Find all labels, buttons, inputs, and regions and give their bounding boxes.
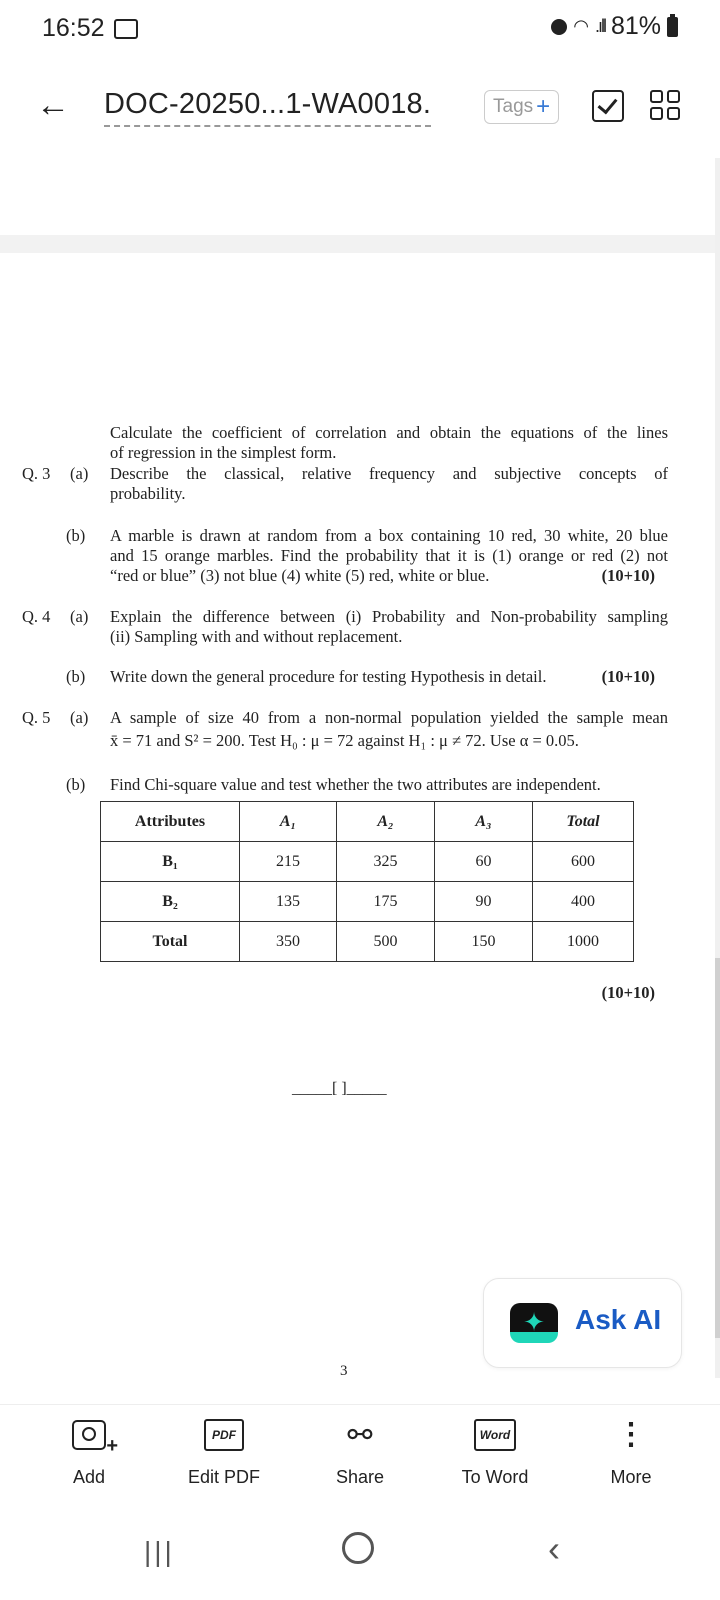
edit-pdf-label: Edit PDF [187,1467,261,1487]
table-cell: 1000 [533,922,634,962]
q5b-label: (b) [66,775,86,794]
q3-label: Q. 3 [22,464,51,483]
q5a-line-1: A sample of size 40 from a non-normal population yielded the sample mean [110,708,668,727]
more-label: More [610,1467,652,1487]
document-page [0,253,715,1378]
q4b-line: Write down the general procedure for testing Hypothesis in detail. [110,667,547,686]
bottom-toolbar [0,1404,720,1501]
header-separator [0,235,720,253]
ask-ai-label: Ask AI [575,1304,662,1335]
share-label: Share [335,1467,385,1487]
share-icon: ⚯ [347,1418,373,1452]
table-cell: B₁ [101,842,240,882]
intro-line-1: Calculate the coefficient of correlation and obtain the equations of the lines [110,423,668,442]
table-cell: 215 [240,842,337,882]
table-cell: 150 [435,922,533,962]
q4a-label: (a) [70,607,89,626]
q5b-line: Find Chi-square value and test whether the two attributes are independent. [110,775,601,794]
q4a-line-1: Explain the difference between (i) Probability and Non-probability sampling [110,607,668,626]
edit-pdf-button[interactable] [159,1415,289,1488]
add-label: Add [72,1467,106,1487]
q3b-line-3: “red or blue” (3) not blue (4) white (5) red, white or blue. [110,566,490,585]
sparkle-icon: ✦ [510,1303,558,1343]
q3b-line-2: and 15 orange marbles. Find the probability that it is (1) orange or red (2) not [110,546,668,565]
table-cell: Total [101,922,240,962]
table-header-cell: A₁ [240,802,337,842]
end-mark: _____[ ]_____ [292,1080,387,1097]
status-time: 16:52 [42,14,105,42]
gallery-notification-icon [114,19,138,39]
tags-button[interactable] [484,90,559,124]
table-cell: 500 [337,922,435,962]
table-cell: 90 [435,882,533,922]
status-icons [551,12,678,41]
share-button[interactable] [295,1415,425,1488]
tags-label: Tags [493,96,534,117]
add-button[interactable] [24,1415,154,1488]
status-bar [0,0,720,56]
table-cell: 600 [533,842,634,882]
table-cell: 135 [240,882,337,922]
word-icon: Word [474,1419,516,1451]
table-row [101,842,634,882]
grid-view-icon[interactable] [650,90,680,120]
select-checkbox-icon[interactable] [592,90,624,122]
table-header-cell: A₂ [337,802,435,842]
table-cell: 400 [533,882,634,922]
table-row [101,922,634,962]
table-header-cell: Attributes [101,802,240,842]
to-word-label: To Word [461,1467,529,1487]
back-arrow-icon[interactable]: ← [36,86,70,124]
ask-ai-button[interactable] [483,1278,682,1368]
q4-marks: (10+10) [601,667,655,686]
q5-label: Q. 5 [22,708,51,727]
table-cell: 175 [337,882,435,922]
recent-apps-icon[interactable]: ||| [144,1536,175,1567]
table-header-cell: Total [533,802,634,842]
wifi-icon: ◠ [573,16,589,36]
to-word-button[interactable] [430,1415,560,1488]
signal-icon: .ıll [594,16,605,36]
plus-icon: + [536,93,551,120]
home-icon[interactable] [342,1532,374,1564]
more-button[interactable] [566,1415,696,1488]
alarm-icon [551,19,567,35]
q3a-line-1: Describe the classical, relative frequency and subjective concepts of [110,464,668,483]
pdf-icon: PDF [204,1419,244,1451]
table-cell: 350 [240,922,337,962]
table-cell: 60 [435,842,533,882]
q3-marks: (10+10) [601,566,655,585]
battery-icon [667,17,678,37]
q3b-line-1: A marble is drawn at random from a box containing 10 red, 30 white, 20 blue [110,526,668,545]
q4-label: Q. 4 [22,607,51,626]
chi-square-table [100,801,634,962]
q5a-line-2: x̄ = 71 and S² = 200. Test H₀ : μ = 72 against H₁ : μ ≠ 72. Use α = 0.05. [110,731,579,750]
q3b-label: (b) [66,526,86,545]
table-cell: 325 [337,842,435,882]
q5a-label: (a) [70,708,89,727]
scrollbar-thumb[interactable] [715,958,720,1338]
q5-marks: (10+10) [601,983,655,1002]
more-icon: ⋮ [616,1418,646,1451]
table-row [101,882,634,922]
q3a-line-2: probability. [110,484,186,503]
system-navigation-bar [0,1500,720,1600]
q4b-label: (b) [66,667,86,686]
table-header-row [101,802,634,842]
battery-percent: 81% [610,12,661,40]
table-header-cell: A₃ [435,802,533,842]
intro-line-2: of regression in the simplest form. [110,443,337,462]
back-chevron-icon[interactable]: ‹ [548,1528,560,1569]
q4a-line-2: (ii) Sampling with and without replacement. [110,627,403,646]
add-image-icon [72,1420,106,1450]
table-cell: B₂ [101,882,240,922]
app-header [0,70,720,150]
q3a-label: (a) [70,464,89,483]
page-number: 3 [340,1363,348,1379]
document-title[interactable]: DOC-20250...1-WA0018. [104,88,431,127]
